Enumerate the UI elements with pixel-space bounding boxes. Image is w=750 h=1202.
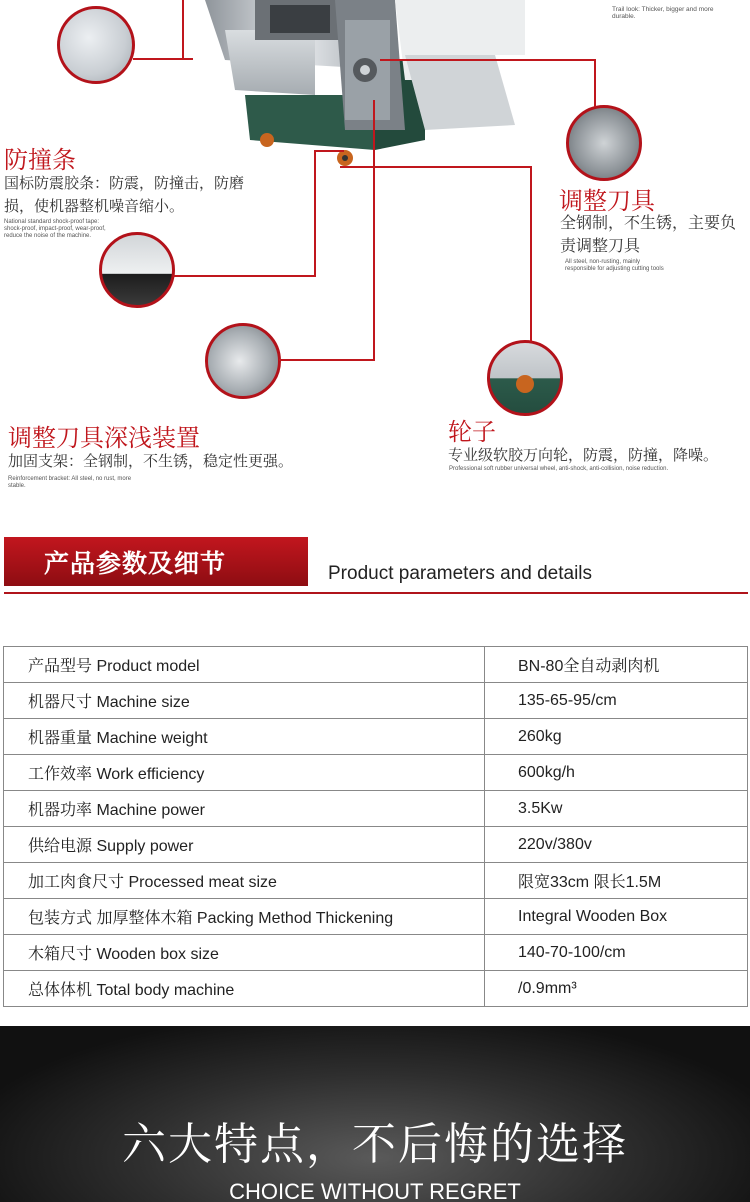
- param-value: 140-70-100/cm: [485, 935, 748, 971]
- param-value: 限宽33cm 限长1.5M: [485, 863, 748, 899]
- adjust-tool-title: 调整刀具: [559, 187, 655, 215]
- bumper-title: 防撞条: [4, 146, 76, 174]
- wheel-title: 轮子: [448, 418, 496, 446]
- connector-line: [279, 359, 375, 361]
- footer-banner: [0, 1026, 750, 1202]
- table-row: [4, 755, 748, 791]
- param-value: 260kg: [485, 719, 748, 755]
- param-value: 135-65-95/cm: [485, 683, 748, 719]
- table-row: [4, 935, 748, 971]
- table-row: [4, 791, 748, 827]
- param-label: 机器功率 Machine power: [4, 791, 485, 827]
- param-label: 机器重量 Machine weight: [4, 719, 485, 755]
- section-divider: [4, 592, 748, 594]
- machine-image: [195, 0, 525, 175]
- param-label: 机器尺寸 Machine size: [4, 683, 485, 719]
- connector-line: [380, 59, 595, 61]
- footer-title-en: CHOICE WITHOUT REGRET: [229, 1179, 521, 1202]
- bumper-en: National standard shock-proof tape: shock-proof, impact-proof, wear-proof, reduce the noise of the machine.: [4, 219, 106, 239]
- table-row: [4, 683, 748, 719]
- footer-title-cn: 六大特点，不后悔的选择: [122, 1119, 628, 1170]
- param-label: 产品型号 Product model: [4, 647, 485, 683]
- machine-illustration: [195, 0, 525, 175]
- connector-line: [314, 150, 344, 152]
- param-value: 600kg/h: [485, 755, 748, 791]
- param-label: 加工肉食尺寸 Processed meat size: [4, 863, 485, 899]
- connector-line: [173, 275, 316, 277]
- table-row: [4, 971, 748, 1007]
- table-row: [4, 899, 748, 935]
- connector-line: [373, 100, 375, 361]
- table-row: [4, 719, 748, 755]
- wheel-circle: [487, 340, 563, 416]
- connector-line: [314, 150, 316, 277]
- table-row: [4, 863, 748, 899]
- param-label: 木箱尺寸 Wooden box size: [4, 935, 485, 971]
- parameters-table: [3, 646, 748, 1007]
- table-row: [4, 827, 748, 863]
- depth-device-desc: 加固支架：全钢制，不生锈，稳定性更强。: [8, 452, 294, 470]
- param-label: 供给电源 Supply power: [4, 827, 485, 863]
- connector-line: [530, 166, 532, 342]
- param-value: /0.9mm³: [485, 971, 748, 1007]
- param-value: Integral Wooden Box: [485, 899, 748, 935]
- adjust-tool-circle: [566, 105, 642, 181]
- section-title-en: Product parameters and details: [328, 563, 593, 584]
- depth-device-circle: [205, 323, 281, 399]
- connector-line: [182, 0, 184, 60]
- wheel-desc: 专业级软胶万向轮，防震，防撞，降噪。: [448, 446, 719, 464]
- wheel-icon: [516, 375, 534, 393]
- param-value: BN-80全自动剥肉机: [485, 647, 748, 683]
- bumper-desc: 国标防震胶条：防震，防撞击，防磨损，使机器整机噪音缩小。: [4, 174, 245, 215]
- adjust-tool-en: All steel, non-rusting, mainly responsible for adjusting cutting tools: [565, 259, 664, 272]
- param-value: 220v/380v: [485, 827, 748, 863]
- belt-detail-circle: [57, 6, 135, 84]
- connector-line: [594, 59, 596, 107]
- param-value: 3.5Kw: [485, 791, 748, 827]
- section-title-cn: 产品参数及细节: [44, 549, 227, 578]
- param-label: 总体体机 Total body machine: [4, 971, 485, 1007]
- top-note: Trail look: Thicker, bigger and more durable.: [612, 6, 714, 20]
- table-row: [4, 647, 748, 683]
- bumper-circle: [99, 232, 175, 308]
- wheel-en: Professional soft rubber universal wheel, anti-shock, anti-collision, noise reduction.: [449, 466, 669, 472]
- depth-device-title: 调整刀具深浅装置: [8, 424, 200, 452]
- depth-device-en: Reinforcement bracket: All steel, no rust, more stable.: [8, 476, 132, 489]
- adjust-tool-desc: 全钢制，不生锈，主要负责调整刀具: [560, 213, 737, 255]
- connector-line: [133, 58, 193, 60]
- param-label: 包装方式 加厚整体木箱 Packing Method Thickening: [4, 899, 485, 935]
- connector-line: [340, 166, 532, 168]
- param-label: 工作效率 Work efficiency: [4, 755, 485, 791]
